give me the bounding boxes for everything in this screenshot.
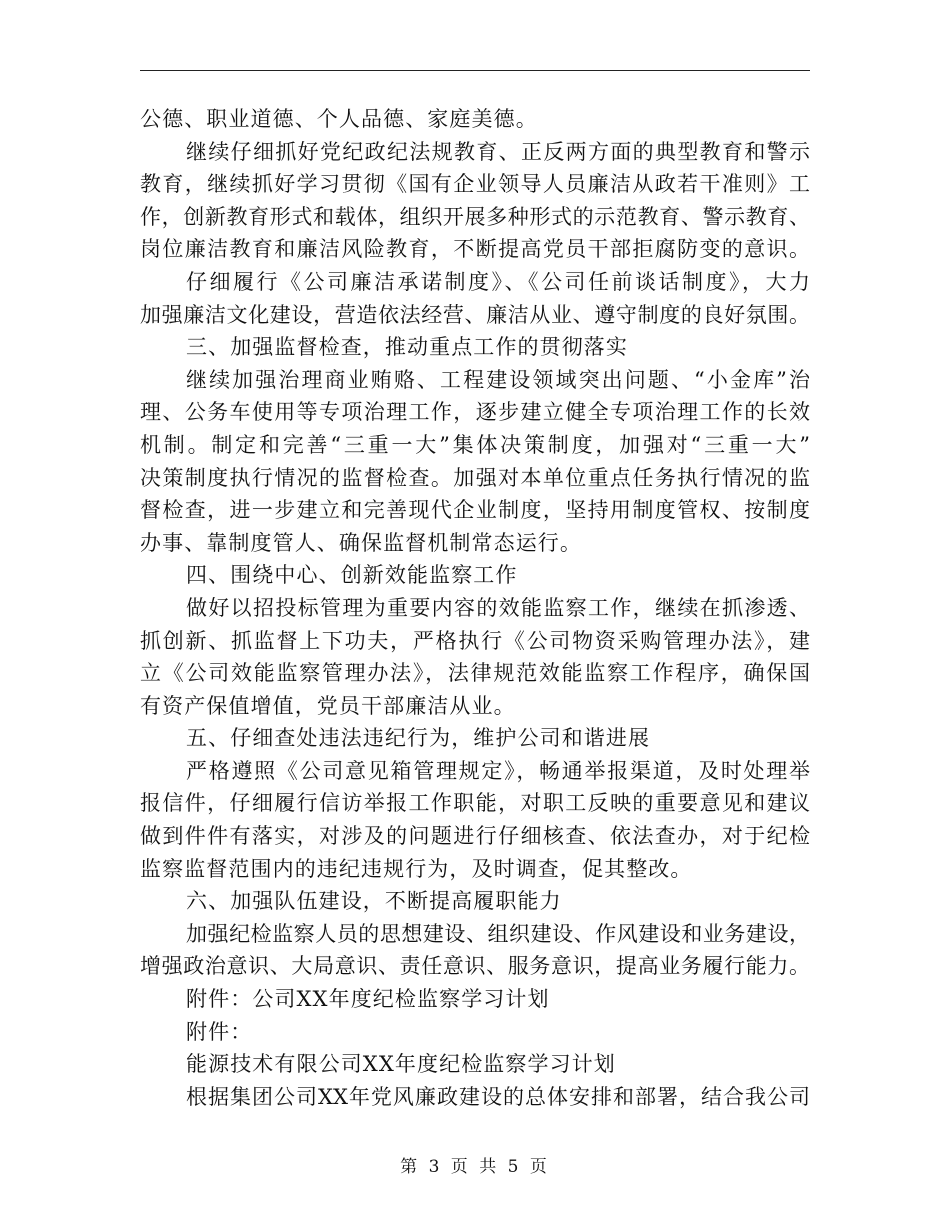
text-line: 教育，继续抓好学习贯彻《国有企业领导人员廉洁从政若干准则》工 — [140, 172, 810, 197]
text-line: 作，创新教育形式和载体，组织开展多种形式的示范教育、警示教育、 — [140, 204, 810, 229]
text-line: 四、围绕中心、创新效能监察工作 — [186, 563, 518, 588]
text-line: 能源技术有限公司XX年度纪检监察学习计划 — [186, 1052, 616, 1077]
text-line: 仔细履行《公司廉洁承诺制度》、《公司任前谈话制度》，大力 — [186, 269, 810, 294]
text-line: 增强政治意识、大局意识、责任意识、服务意识，提高业务履行能力。 — [140, 954, 810, 979]
text-line: 严格遵照《公司意见箱管理规定》，畅通举报渠道，及时处理举 — [186, 758, 810, 783]
text-line: 机制。制定和完善“三重一大”集体决策制度，加强对“三重一大” — [140, 432, 810, 457]
text-line: 加强廉洁文化建设，营造依法经营、廉洁从业、遵守制度的良好氛围。 — [140, 302, 810, 327]
text-line: 继续加强治理商业贿赂、工程建设领域突出问题、“小金库”治 — [186, 367, 810, 392]
text-line: 督检查，进一步建立和完善现代企业制度，坚持用制度管权、按制度 — [140, 498, 810, 523]
text-line: 附件：公司XX年度纪检监察学习计划 — [186, 987, 550, 1012]
page-footer: 第 3 页 共 5 页 — [400, 1157, 550, 1177]
text-line: 附件： — [186, 1019, 253, 1044]
text-line: 监察监督范围内的违纪违规行为，及时调查，促其整改。 — [140, 856, 693, 881]
text-line: 公德、职业道德、个人品德、家庭美德。 — [140, 107, 538, 131]
text-line: 报信件，仔细履行信访举报工作职能，对职工反映的重要意见和建议 — [140, 791, 810, 816]
text-line: 决策制度执行情况的监督检查。加强对本单位重点任务执行情况的监 — [140, 465, 810, 490]
text-line: 办事、靠制度管人、确保监督机制常态运行。 — [140, 530, 582, 555]
text-line: 做好以招投标管理为重要内容的效能监察工作，继续在抓渗透、 — [186, 595, 810, 620]
text-line: 根据集团公司XX年党风廉政建设的总体安排和部署，结合我公司 — [186, 1084, 810, 1109]
text-line: 三、加强监督检查，推动重点工作的贯彻落实 — [186, 335, 628, 360]
text-line: 加强纪检监察人员的思想建设、组织建设、作风建设和业务建设， — [186, 921, 810, 946]
header-rule — [140, 70, 810, 71]
text-line: 六、加强队伍建设，不断提高履职能力 — [186, 889, 562, 914]
text-line: 岗位廉洁教育和廉洁风险教育，不断提高党员干部拒腐防变的意识。 — [140, 237, 810, 262]
document-body — [140, 103, 810, 1113]
text-line: 继续仔细抓好党纪政纪法规教育、正反两方面的典型教育和警示 — [186, 139, 810, 164]
text-line: 做到件件有落实，对涉及的问题进行仔细核查、依法查办，对于纪检 — [140, 824, 810, 849]
text-line: 理、公务车使用等专项治理工作，逐步建立健全专项治理工作的长效 — [140, 400, 810, 425]
text-line: 五、仔细查处违法违纪行为，维护公司和谐进展 — [186, 726, 651, 751]
text-line: 有资产保值增值，党员干部廉洁从业。 — [140, 693, 516, 718]
text-line: 抓创新、抓监督上下功夫，严格执行《公司物资采购管理办法》，建 — [140, 628, 810, 653]
text-line: 立《公司效能监察管理办法》，法律规范效能监察工作程序，确保国 — [140, 661, 810, 686]
